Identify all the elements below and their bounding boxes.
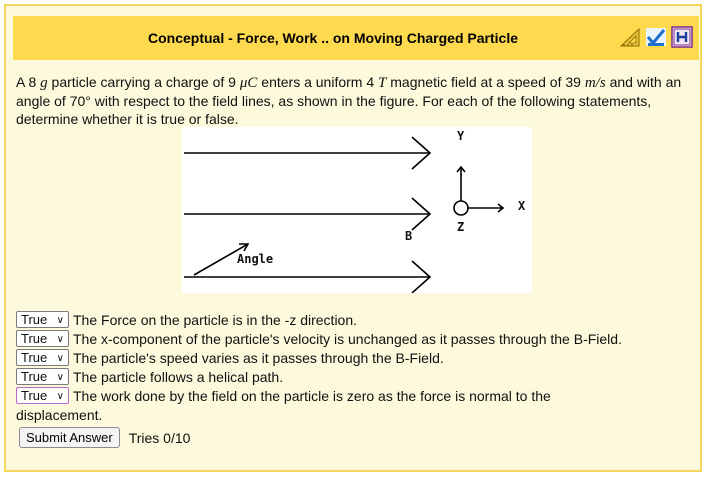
- statement-text: The particle follows a helical path.: [73, 369, 284, 385]
- problem-text: enters a uniform 4: [257, 74, 379, 90]
- help-h-icon[interactable]: [671, 26, 693, 48]
- true-false-select[interactable]: True ∨: [16, 311, 69, 328]
- problem-text: particle carrying a charge of 9: [47, 74, 240, 90]
- problem-text: magnetic field at a speed of 39: [386, 74, 585, 90]
- chevron-down-icon: ∨: [56, 334, 64, 345]
- statement-row: [16, 349, 700, 368]
- statement-text: The Force on the particle is in the -z direction.: [73, 312, 358, 328]
- statement-row: [16, 330, 700, 349]
- tries-counter: Tries 0/10: [128, 429, 191, 446]
- statement-text: The x-component of the particle's velocity is unchanged as it passes through the B-Field.: [73, 331, 622, 347]
- submit-answer-button[interactable]: Submit Answer: [19, 427, 120, 448]
- problem-header: [13, 16, 699, 60]
- ruler-triangle-icon[interactable]: [619, 26, 641, 48]
- statement-list: [16, 311, 700, 425]
- true-false-select[interactable]: True ∨: [16, 330, 69, 347]
- true-false-select[interactable]: True ∨: [16, 368, 69, 385]
- true-false-select[interactable]: True ∨: [16, 349, 69, 366]
- statement-row: [16, 311, 700, 330]
- chevron-down-icon: ∨: [56, 391, 64, 402]
- y-axis-label: Y: [457, 129, 465, 143]
- field-unit: T: [378, 75, 387, 91]
- problem-title: Conceptual - Force, Work .. on Moving Charged Particle: [147, 30, 518, 46]
- true-false-select[interactable]: True ∨: [16, 387, 69, 404]
- statement-text: The particle's speed varies as it passes through the B-Field.: [73, 350, 444, 366]
- answer-footer: [19, 427, 190, 448]
- statement-text: The work done by the field on the particle is zero as the force is normal to the displacement.: [16, 388, 551, 423]
- chevron-down-icon: ∨: [56, 353, 64, 364]
- z-axis-label: Z: [457, 220, 465, 234]
- problem-figure: [182, 127, 532, 293]
- field-diagram: [182, 127, 532, 293]
- problem-text: and with an angle of 70° with respect to the field lines, as shown in the figure. For each of the following statements, determine whether it is true or false.: [16, 74, 682, 127]
- problem-text: A 8: [16, 74, 41, 90]
- chevron-down-icon: ∨: [56, 372, 64, 383]
- z-axis-circle: [454, 201, 468, 215]
- check-pencil-icon[interactable]: [645, 26, 667, 48]
- x-axis-label: X: [518, 199, 526, 213]
- field-label: B: [405, 229, 413, 243]
- problem-statement: [16, 73, 696, 128]
- chevron-down-icon: ∨: [56, 315, 64, 326]
- angle-label: Angle: [237, 252, 274, 266]
- statement-row: [16, 368, 700, 387]
- mass-unit: g: [40, 75, 48, 91]
- header-icons: [619, 26, 693, 50]
- speed-unit: m/s: [584, 75, 606, 91]
- statement-row: [16, 387, 616, 425]
- charge-unit: μC: [239, 75, 258, 91]
